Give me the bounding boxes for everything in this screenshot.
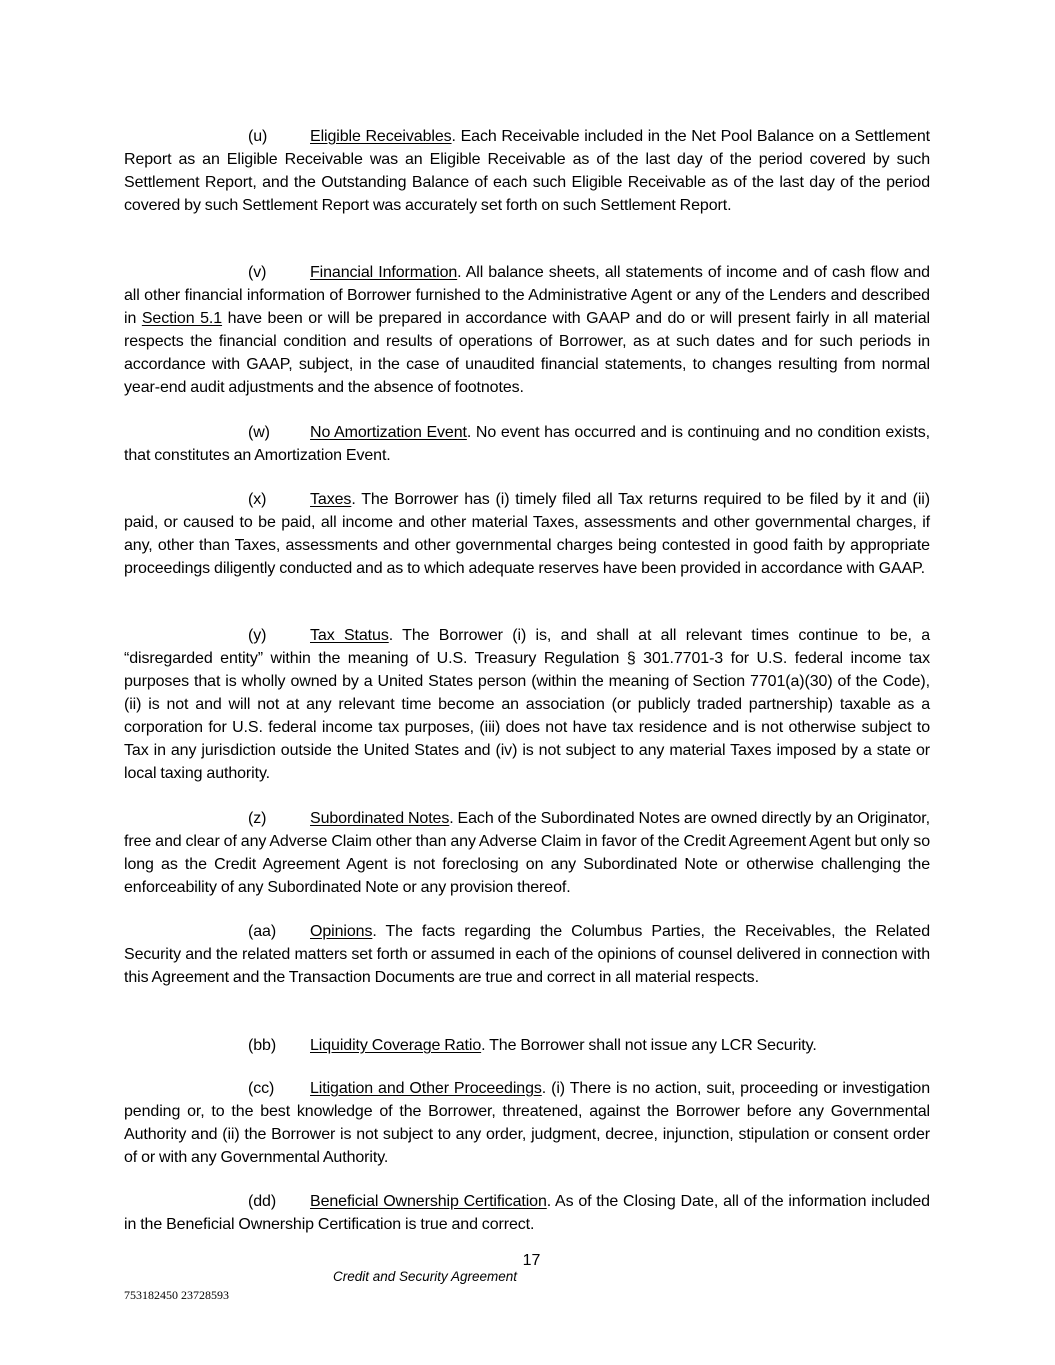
section-reference: Section 5.1 bbox=[141, 310, 223, 327]
section-number: (y) bbox=[248, 627, 267, 644]
section-text: . No event has occurred and is continuing and no condition exists, that constitutes an Amortization Event. bbox=[124, 424, 930, 464]
section-number: (w) bbox=[248, 424, 270, 441]
section-u bbox=[124, 125, 930, 217]
section-number: (u) bbox=[248, 128, 268, 145]
section-dd bbox=[124, 1190, 930, 1236]
section-cc bbox=[124, 1077, 930, 1169]
section-heading: No Amortization Event bbox=[310, 424, 467, 441]
section-z bbox=[124, 807, 930, 899]
section-heading: Liquidity Coverage Ratio bbox=[310, 1037, 482, 1054]
section-text: . All balance sheets, all statements of income and of cash flow and all other financial information of Borrower furnished to the Administrative Agent or any of the Lenders and described in bbox=[124, 264, 930, 327]
section-heading: Tax Status bbox=[310, 627, 389, 644]
section-number: (dd) bbox=[248, 1193, 277, 1210]
section-number: (z) bbox=[248, 810, 267, 827]
section-w bbox=[124, 421, 930, 467]
section-text: . The facts regarding the Columbus Parties, the Receivables, the Related Security and the related matters set forth or assumed in each of the opinions of counsel delivered in connection with this Agreement and the Transaction Documents are true and correct in all material respects. bbox=[124, 923, 930, 986]
section-number: (x) bbox=[248, 491, 267, 508]
page-number: 17 bbox=[522, 1252, 541, 1269]
section-text: . (i) There is no action, suit, proceeding or investigation pending or, to the best knowledge of the Borrower, threatened, against the Borrower before any Governmental Authority and (ii) the Borrower is not subject to any order, judgment, decree, injunction, stipulation or consent order of or with any Governmental Authority. bbox=[124, 1080, 930, 1166]
section-text: . Each Receivable included in the Net Pool Balance on a Settlement Report as an Eligible Receivable was an Eligible Receivable as of the last day of the period covered by such Settlement Report, and the Outstanding Balance of each such Eligible Receivable as of the last day of the period covered by such Settlement Report was accurately set forth on such Settlement Report. bbox=[124, 128, 930, 214]
section-heading: Financial Information bbox=[310, 264, 458, 281]
section-number: (aa) bbox=[248, 923, 277, 940]
section-number: (cc) bbox=[248, 1080, 275, 1097]
section-text: . The Borrower has (i) timely filed all Tax returns required to be filed by it and (ii) paid, or caused to be paid, all income and other material Taxes, assessments and other governmental charges, if any, other than Taxes, assessments and other governmental charges being contested in good faith by appropriate proceedings diligently conducted and as to which adequate reserves have been provided in accordance with GAAP. bbox=[124, 491, 930, 577]
section-heading: Litigation and Other Proceedings bbox=[310, 1080, 542, 1097]
section-bb bbox=[124, 1034, 930, 1057]
section-heading: Eligible Receivables bbox=[310, 128, 452, 145]
section-text: . Each of the Subordinated Notes are owned directly by an Originator, free and clear of any Adverse Claim other than any Adverse Claim in favor of the Credit Agreement Agent but only so long as the Credit Agreement Agent is not foreclosing on any Subordinated Note or otherwise challenging the enforceability of any Subordinated Note or any provision thereof. bbox=[124, 810, 930, 896]
section-number: (bb) bbox=[248, 1037, 277, 1054]
section-y bbox=[124, 624, 930, 785]
footer-document-id: 753182450 23728593 bbox=[124, 1288, 229, 1302]
section-text: have been or will be prepared in accordance with GAAP and do or will present fairly in all material respects the financial condition and results of operations of Borrower, as at such dates and for such periods in accordance with GAAP, subject, in the case of unaudited financial statements, to changes resulting from normal year-end audit adjustments and the absence of footnotes. bbox=[124, 310, 930, 396]
section-text: . As of the Closing Date, all of the information included in the Beneficial Ownership Certification is true and correct. bbox=[124, 1193, 930, 1233]
section-heading: Subordinated Notes bbox=[310, 810, 450, 827]
section-heading: Opinions bbox=[310, 923, 373, 940]
section-heading: Beneficial Ownership Certification bbox=[310, 1193, 547, 1210]
footer-document-title: Credit and Security Agreement bbox=[332, 1269, 518, 1284]
section-heading: Taxes bbox=[310, 491, 352, 508]
section-x bbox=[124, 488, 930, 580]
section-aa bbox=[124, 920, 930, 989]
section-text: . The Borrower shall not issue any LCR Security. bbox=[481, 1037, 817, 1054]
section-text: . The Borrower (i) is, and shall at all relevant times continue to be, a “disregarded entity” within the meaning of U.S. Treasury Regulation § 301.7701-3 for U.S. federal income tax purposes that is wholly owned by a United States person (within the meaning of Section 7701(a)(30) of the Code), (ii) is not and will not at any relevant time become an association (or publicly traded partnership) taxable as a corporation for U.S. federal income tax purposes, (iii) does not have tax residence and is not otherwise subject to Tax in any jurisdiction outside the United States and (iv) is not subject to any material Taxes imposed by a state or local taxing authority. bbox=[124, 627, 930, 782]
section-number: (v) bbox=[248, 264, 267, 281]
section-v bbox=[124, 261, 930, 399]
